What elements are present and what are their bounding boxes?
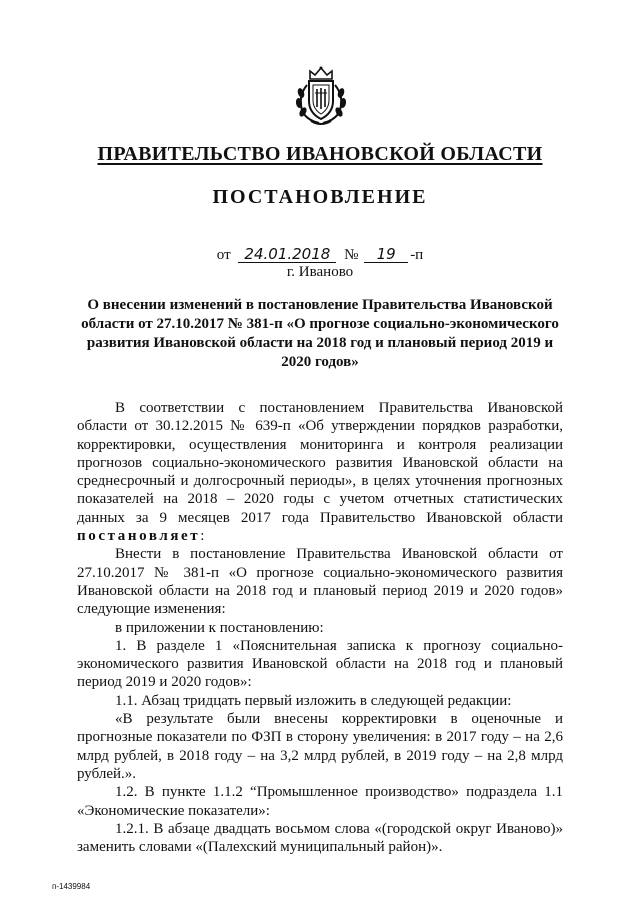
paragraph-colon: :	[200, 528, 205, 545]
handwritten-number: 19	[364, 246, 408, 263]
organization-name: ПРАВИТЕЛЬСТВО ИВАНОВСКОЙ ОБЛАСТИ	[97, 143, 543, 165]
paragraph: «В результате были внесены корректировки в оценочные и прогнозные показатели по ФЗП в сторону увеличения: в 2017 году – на 2,6 млрд рублей, в 2018 году – на 3,2 млрд рублей, в 2019 году – на 2,8 млрд рублей.».	[77, 711, 563, 782]
number-suffix: -п	[410, 247, 424, 263]
document-type: ПОСТАНОВЛЕНИЕ	[212, 186, 428, 208]
paragraph: 1. В разделе 1 «Пояснительная записка к прогнозу социально-экономического развития Ивановской области на 2018 год и плановый период 2019 и 2020 годов»:	[77, 637, 563, 691]
document-heading: О внесении изменений в постановление Правительства Ивановской области от 27.10.2017 № 381-п «О прогнозе социально-экономического развития Ивановской области на 2018 год и плановый период 2019 и 2020 годов»	[81, 297, 559, 370]
organization-title	[0, 143, 640, 166]
paragraph: 1.2.1. В абзаце двадцать восьмом слова «(городской округ Иваново)» заменить словами «(Палехский муниципальный район)».	[77, 820, 563, 856]
number-sign: №	[344, 247, 359, 263]
paragraph: в приложении к постановлению:	[115, 619, 324, 636]
paragraph: 1.2. В пункте 1.1.2 “Промышленное производство» подраздела 1.1 «Экономические показатели»:	[77, 784, 563, 819]
footer-code: п-1439984	[52, 882, 91, 891]
handwritten-date: 24.01.2018	[238, 246, 336, 263]
dateline	[0, 246, 640, 264]
paragraph: 1.1. Абзац тридцать первый изложить в следующей редакции:	[115, 692, 512, 709]
date-prefix: от	[216, 247, 231, 263]
paragraph-text: В соответствии с постановлением Правительства Ивановской области от 30.12.2015 № 639-п «Об утверждении порядков разработки, корректировки, осуществления мониторинга и контроля реализации прогнозов социально-экономического развития Ивановской области на среднесрочный и долгосрочный периоды», в целях уточнения прогнозных показателей на 2018 – 2020 годы с учетом отчетных статистических данных за 9 месяцев 2017 года Правительство Ивановской области	[77, 400, 563, 526]
ivanovo-coat-of-arms-icon	[293, 65, 349, 127]
resolves-word: постановляет	[77, 528, 201, 545]
document-body	[77, 399, 563, 856]
paragraph: Внести в постановление Правительства Ивановской области от 27.10.2017 № 381-п «О прогнозе социально-экономического развития Ивановской области на 2018 год и плановый период 2019 и 2020 годов» следующие изменения:	[77, 546, 563, 618]
paragraph	[77, 399, 563, 545]
city: г. Иваново	[286, 264, 354, 280]
